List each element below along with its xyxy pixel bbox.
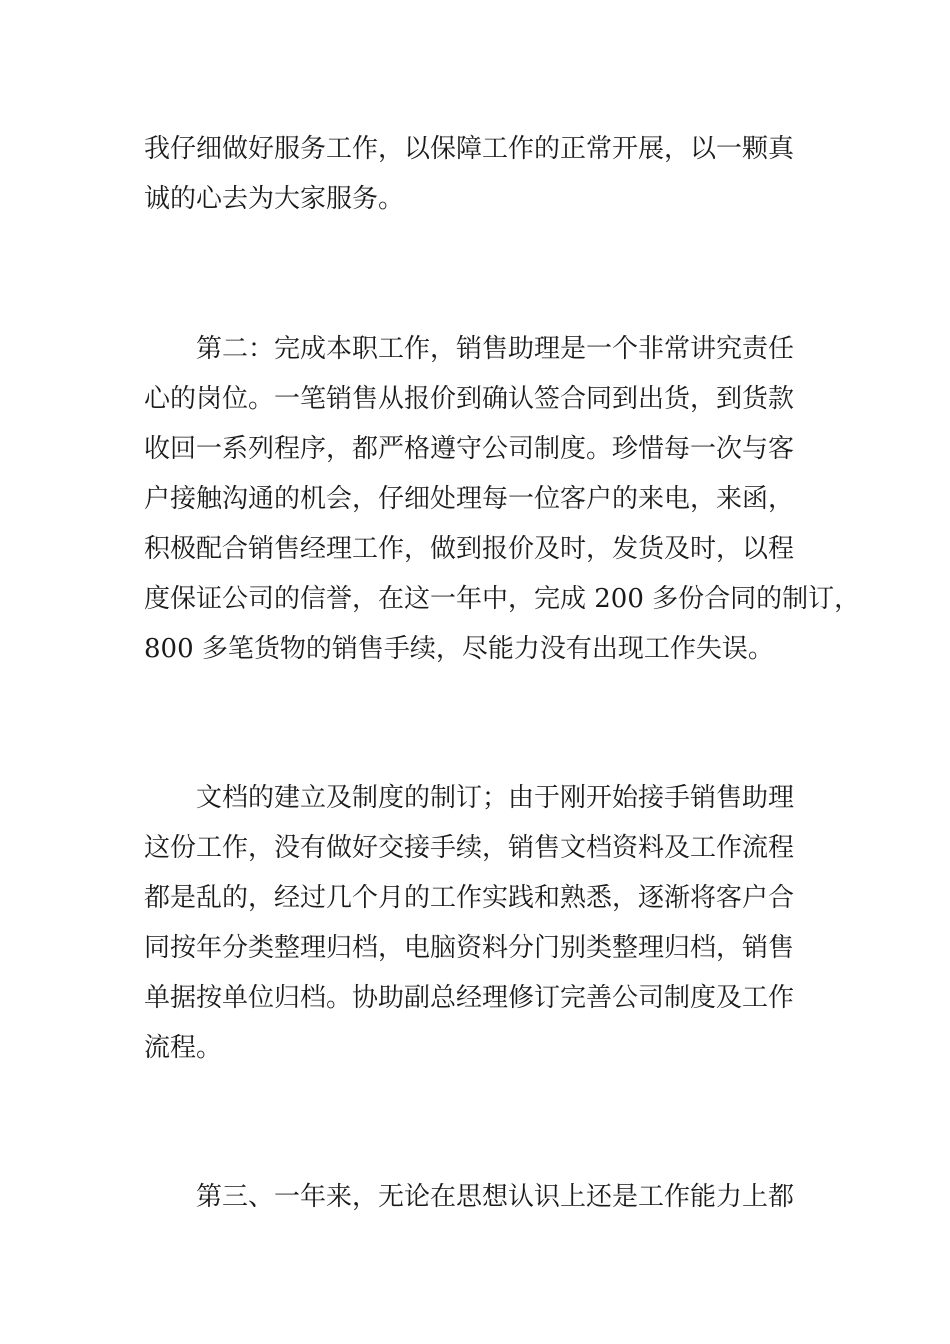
paragraph-1-line-2: 诚的心去为大家服务。 <box>144 184 405 214</box>
paragraph-3-line-5: 单据按单位归档。协助副总经理修订完善公司制度及工作 <box>144 983 795 1013</box>
paragraph-3-line-4: 同按年分类整理归档，电脑资料分门别类整理归档，销售 <box>144 933 795 963</box>
paragraph-2-line-2: 心的岗位。一笔销售从报价到确认签合同到出货，到货款 <box>144 384 795 414</box>
paragraph-3-line-6: 流程。 <box>144 1033 223 1063</box>
paragraph-2-line-5: 积极配合销售经理工作，做到报价及时，发货及时，以程 <box>144 534 795 564</box>
paragraph-2-line-6: 度保证公司的信誉，在这一年中，完成 200 多份合同的制订， <box>144 584 861 614</box>
paragraph-2-line-4: 户接触沟通的机会，仔细处理每一位客户的来电，来函， <box>144 484 795 514</box>
paragraph-4-line-1: 第三、一年来，无论在思想认识上还是工作能力上都 <box>144 1182 795 1212</box>
paragraph-3-line-3: 都是乱的，经过几个月的工作实践和熟悉，逐渐将客户合 <box>144 883 795 913</box>
paragraph-1-line-1: 我仔细做好服务工作，以保障工作的正常开展，以一颗真 <box>144 134 795 164</box>
paragraph-2-line-7: 800 多笔货物的销售手续，尽能力没有出现工作失误。 <box>144 634 774 664</box>
paragraph-2-line-3: 收回一系列程序，都严格遵守公司制度。珍惜每一次与客 <box>144 434 795 464</box>
paragraph-3-line-2: 这份工作，没有做好交接手续，销售文档资料及工作流程 <box>144 833 795 863</box>
paragraph-2-line-1: 第二：完成本职工作，销售助理是一个非常讲究责任 <box>144 334 795 364</box>
paragraph-3-line-1: 文档的建立及制度的制订；由于刚开始接手销售助理 <box>144 783 795 813</box>
